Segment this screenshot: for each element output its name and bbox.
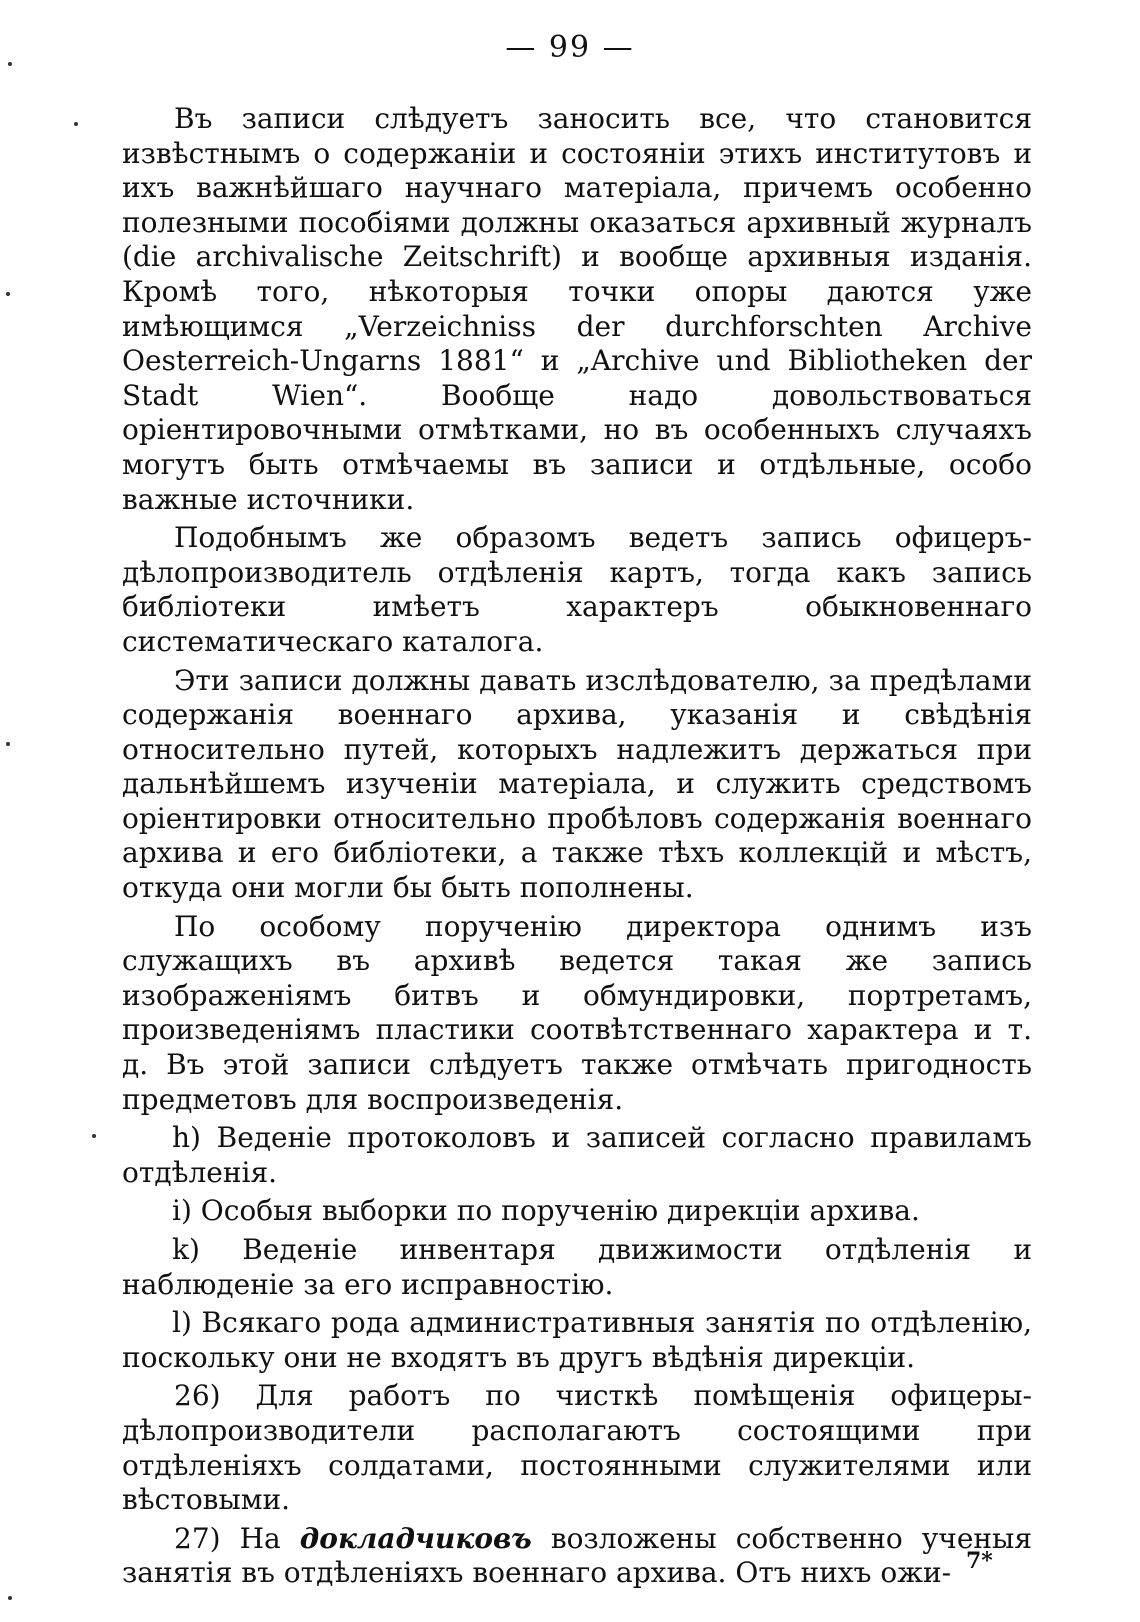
paragraph-26: 26) Для работъ по чисткѣ помѣщенія офицеры-дѣлопроизводители располагаютъ состоящими при отдѣленіяхъ солдатами, постоянными служителями или вѣстовыми. bbox=[122, 1379, 1032, 1517]
paragraph-27-emphasis: докладчиковъ bbox=[299, 1521, 532, 1555]
body-text bbox=[122, 102, 1032, 1595]
margin-dot bbox=[6, 292, 10, 296]
list-item-h: h) Веденіе протоколовъ и записей согласно правиламъ отдѣленія. bbox=[122, 1121, 1032, 1189]
paragraph-director-order: По особому порученію директора однимъ изъ служащихъ въ архивѣ ведется такая же запись изображеніямъ битвъ и обмундировки, портретамъ, произведеніямъ пластики соотвѣтственнаго характера и т. д. Въ этой записи слѣдуетъ также отмѣчать пригодность предметовъ для воспроизведенія. bbox=[122, 909, 1032, 1116]
paragraph-researcher: Эти записи должны давать изслѣдователю, за предѣлами содержанія военнаго архива, указанія и свѣдѣнія относительно путей, которыхъ надлежитъ держаться при дальнѣйшемъ изученіи матеріала, и служить средствомъ оріентировки относительно пробѣловъ содержанія военнаго архива и его библіотеки, а также тѣхъ коллекцій и мѣстъ, откуда они могли бы быть пополнены. bbox=[122, 663, 1032, 905]
list-item-l: l) Всякаго рода административныя занятія по отдѣленію, поскольку они не входятъ въ другъ вѣдѣнія дирекціи. bbox=[122, 1306, 1032, 1374]
margin-dot bbox=[92, 1134, 96, 1138]
paragraph-map-section: Подобнымъ же образомъ ведетъ запись офицеръ-дѣлопроизводитель отдѣленія картъ, тогда какъ запись библіотеки имѣетъ характеръ обыкновеннаго систематическаго каталога. bbox=[122, 521, 1032, 658]
margin-dot bbox=[8, 1596, 12, 1600]
margin-dot bbox=[6, 742, 10, 746]
list-item-i: i) Особыя выборки по порученію дирекціи архива. bbox=[172, 1194, 920, 1228]
page-number: — 99 — bbox=[505, 30, 635, 65]
paragraph-27-number: 27) На bbox=[174, 1521, 300, 1555]
margin-dot bbox=[74, 122, 78, 126]
margin-dot bbox=[8, 62, 12, 66]
signature-mark: 7* bbox=[966, 1548, 993, 1574]
paragraph-27-rest: возложены собственно ученыя занятія въ отдѣленіяхъ военнаго архива. Отъ нихъ ожи- bbox=[122, 1521, 1033, 1590]
paragraph-27 bbox=[122, 1522, 1032, 1591]
list-item-k: k) Веденіе инвентаря движимости отдѣленія и наблюденіе за его исправностію. bbox=[122, 1233, 1032, 1301]
paragraph-records: Въ записи слѣдуетъ заносить все, что становится извѣстнымъ о содержаніи и состояніи этихъ институтовъ и ихъ важнѣйшаго научнаго матеріала, причемъ особенно полезными пособіями должны оказаться архивный журналъ (die archivalische Zeitschrift) и вообще архивныя изданія. Кромѣ того, нѣкоторыя точки опоры даются уже имѣющимся „Verzeichniss der durchforschten Archive Oesterreich-Ungarns 1881“ и „Archive und Bibliotheken der Stadt Wien“. Вообще надо довольствоваться оріентировочными отмѣтками, но въ особенныхъ случаяхъ могутъ быть отмѣчаемы въ записи и отдѣльные, особо важные источники. bbox=[122, 102, 1032, 516]
